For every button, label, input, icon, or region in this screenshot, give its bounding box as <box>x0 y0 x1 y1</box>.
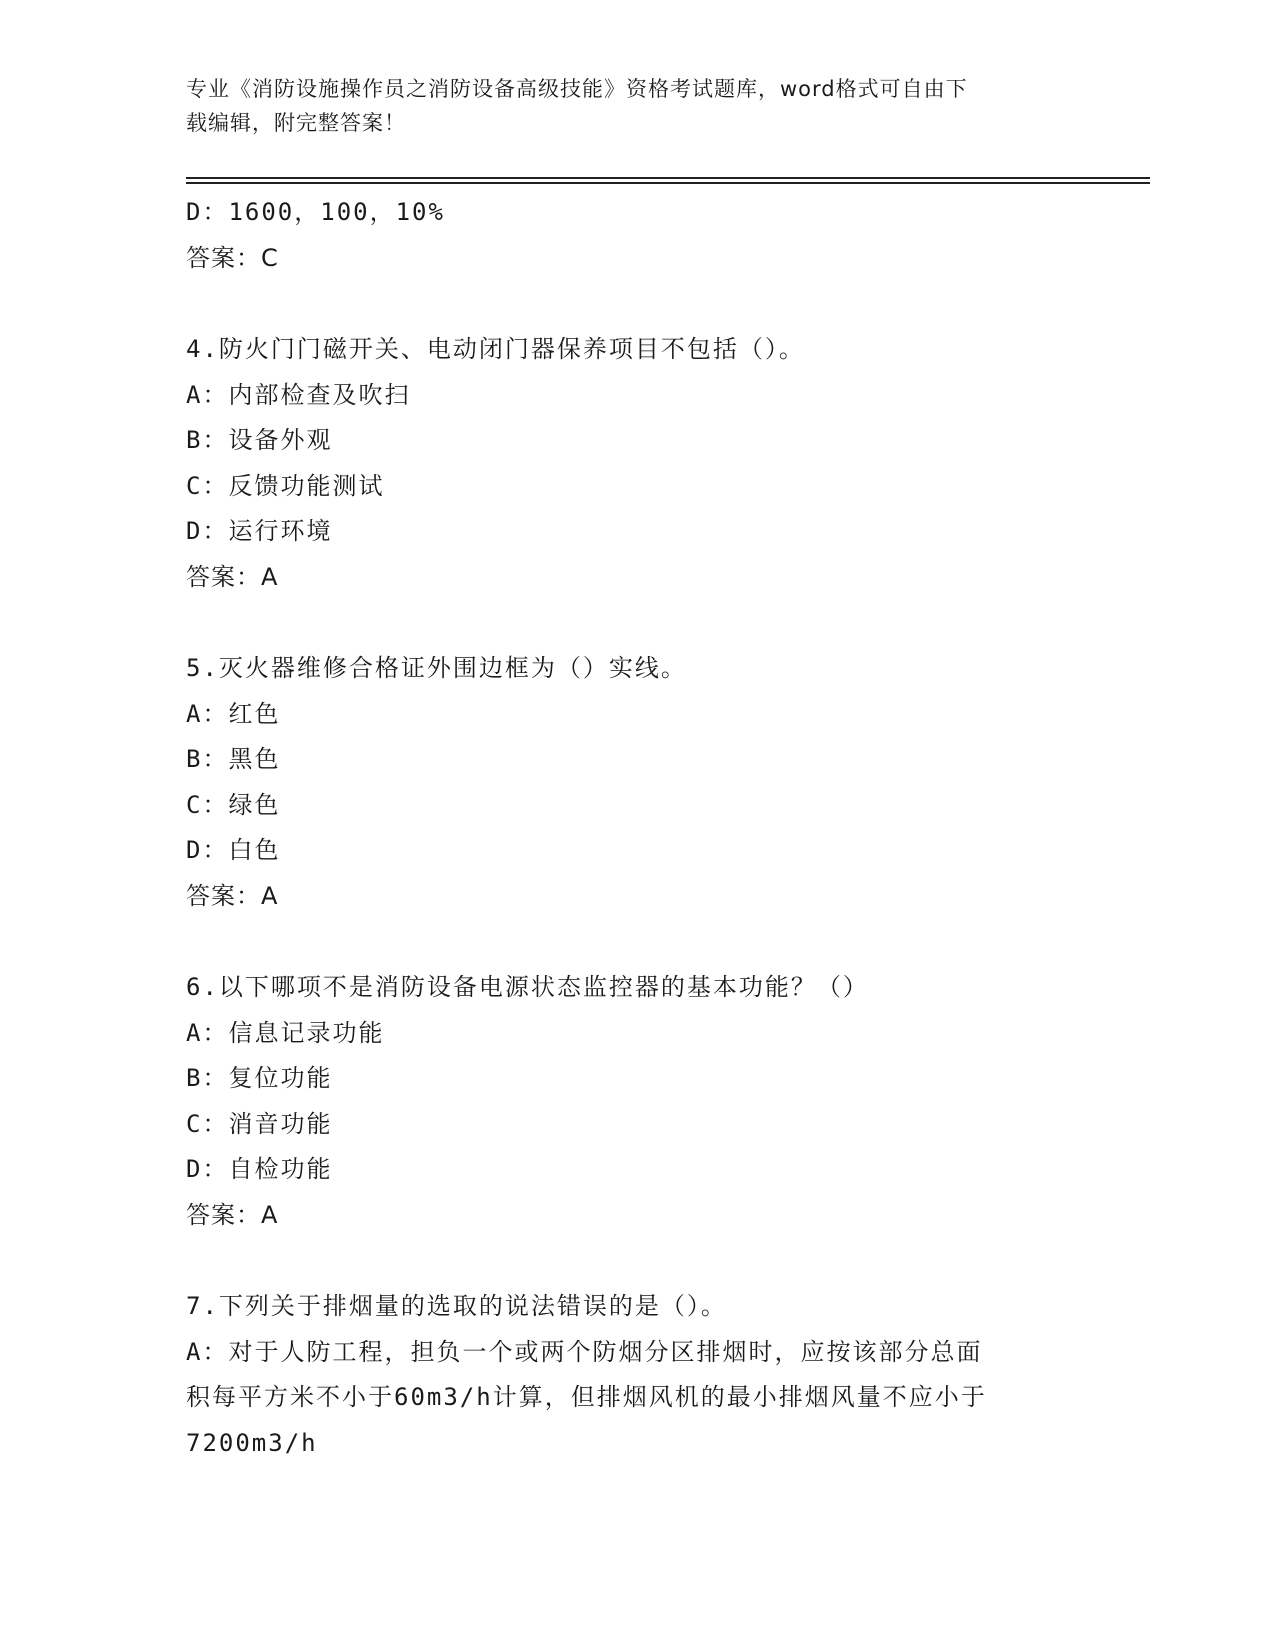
answer: 答案：A <box>186 562 279 591</box>
option-c: C：反馈功能测试 <box>186 471 385 500</box>
answer: 答案：C <box>186 243 279 272</box>
spacer <box>186 1238 1086 1284</box>
header-divider-top <box>186 177 1150 179</box>
option-a: A：信息记录功能 <box>186 1018 385 1047</box>
answer: 答案：A <box>186 1200 279 1229</box>
option-d: D：1600，100，10% <box>186 198 445 226</box>
header-line-1: 专业《消防设施操作员之消防设备高级技能》资格考试题库，word格式可自由下 <box>186 77 968 101</box>
question-7 <box>186 1284 1086 1466</box>
question-3-tail <box>186 190 1086 281</box>
option-a-line-1: A：对于人防工程，担负一个或两个防烟分区排烟时，应按该部分总面 <box>186 1337 983 1366</box>
answer: 答案：A <box>186 881 279 910</box>
option-b: B：黑色 <box>186 745 281 773</box>
question-6 <box>186 965 1086 1238</box>
option-d: D：自检功能 <box>186 1155 333 1183</box>
document-header <box>186 72 1066 140</box>
option-d: D：运行环境 <box>186 517 333 545</box>
option-b: B：设备外观 <box>186 426 333 454</box>
question-4 <box>186 327 1086 600</box>
spacer <box>186 281 1086 327</box>
spacer <box>186 919 1086 965</box>
header-line-2: 载编辑，附完整答案！ <box>186 111 406 135</box>
option-a: A：内部检查及吹扫 <box>186 380 411 409</box>
option-c: C：消音功能 <box>186 1109 333 1138</box>
question-5 <box>186 646 1086 919</box>
option-c: C：绿色 <box>186 790 281 819</box>
option-a-line-2: 积每平方米不小于60m3/h计算，但排烟风机的最小排烟风量不应小于 <box>186 1383 987 1411</box>
question-text: 6.以下哪项不是消防设备电源状态监控器的基本功能？（） <box>186 973 869 1001</box>
question-text: 7.下列关于排烟量的选取的说法错误的是（）。 <box>186 1292 727 1320</box>
question-list <box>186 190 1086 1466</box>
option-d: D：白色 <box>186 836 281 864</box>
question-text: 4.防火门门磁开关、电动闭门器保养项目不包括（）。 <box>186 335 805 363</box>
question-text: 5.灭火器维修合格证外围边框为（）实线。 <box>186 654 687 682</box>
option-a: A：红色 <box>186 699 281 728</box>
spacer <box>186 600 1086 646</box>
header-divider-bottom <box>186 182 1150 184</box>
option-a-line-3: 7200m3/h <box>186 1428 318 1457</box>
option-b: B：复位功能 <box>186 1064 333 1092</box>
